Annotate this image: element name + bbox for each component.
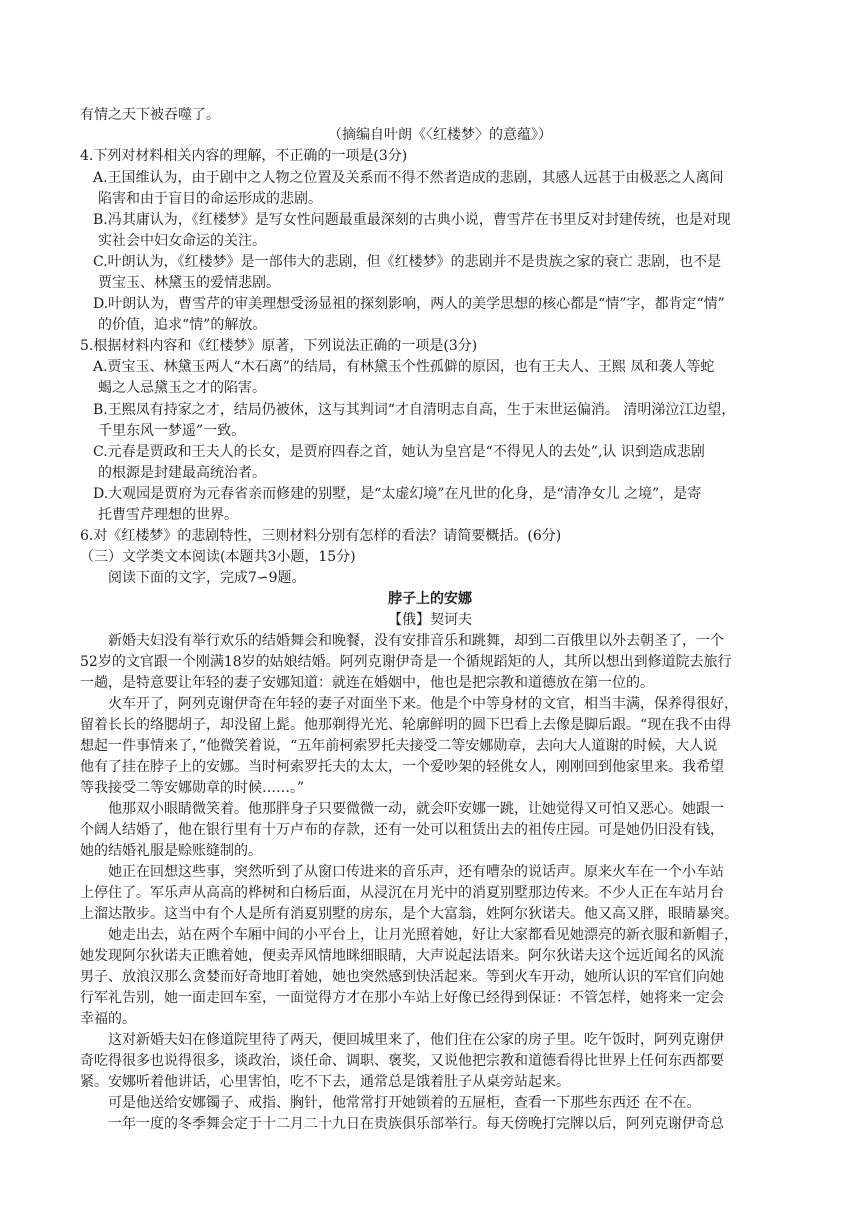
question-4-option-c: C.叶朗认为，《红楼梦》是一部伟大的悲剧，但《红楼梦》的悲剧并不是贵族之家的衰亡 悲剧，也不是 xyxy=(93,254,722,270)
story-title: 脖子上的安娜 xyxy=(388,591,472,607)
paragraph-4-line: 她正在回想这些事，突然听到了从窗口传进来的音乐声，还有嘈杂的说话声。原来火车在一个小车站 xyxy=(108,864,724,880)
question-6: 6.对《红楼梦》的悲剧特性，三则材料分别有怎样的看法？请简要概括。(6分) xyxy=(80,528,562,544)
paragraph-1-line: 52岁的文官跟一个刚满18岁的姑娘结婚。阿列克谢伊奇是一个循规蹈矩的人，其所以想出到修道院去旅行 xyxy=(80,654,732,670)
paragraph-1-line: 新婚夫妇没有举行欢乐的结婚舞会和晚餐，没有安排音乐和跳舞，却到二百俄里以外去朝圣了，一个 xyxy=(108,633,724,649)
question-5-option-b-cont: 千里东风一梦遥”一致。 xyxy=(98,423,246,439)
section-heading: （三）文学类文本阅读(本题共3小题，15分) xyxy=(80,549,356,565)
question-5-option-c: C.元春是贾政和王夫人的长女，是贾府四春之首，她认为皇宫是“不得见人的去处”,认 识到造成悲剧 xyxy=(93,444,705,460)
question-5-option-a: A.贾宝玉、林黛玉两人“木石离”的结局，有林黛玉个性孤僻的原因，也有王夫人、王熙 凤和袭人等蛇 xyxy=(93,359,715,375)
paragraph-5-line: 男子、放浪汉那么贪婪而好奇地盯着她，她也突然感到快活起来。等到火车开动，她所认识的军官们向她 xyxy=(80,969,724,985)
question-4-option-a: A.王国维认为，由于剧中之人物之位置及关系而不得不然者造成的悲剧，其感人远甚于由极恶之人离间 xyxy=(93,170,724,186)
question-4-option-c-cont: 贾宝玉、林黛玉的爱情悲剧。 xyxy=(98,275,280,291)
source-citation: （摘编自叶朗《〈红楼梦〉的意蕴》） xyxy=(328,127,552,143)
question-4-option-d-cont: 的价值，追求“情”的解放。 xyxy=(98,317,267,333)
paragraph-8-line: 一年一度的冬季舞会定于十二月二十九日在贵族俱乐部举行。每天傍晚打完牌以后，阿列克谢伊奇总 xyxy=(108,1116,724,1132)
story-author: 【俄】契诃夫 xyxy=(388,612,472,628)
paragraph-3-line: 个阔人结婚了，他在银行里有十万卢布的存款，还有一处可以租赁出去的祖传庄园。可是她仍旧没有钱， xyxy=(80,822,724,838)
paragraph-1-line: 一趟，是特意要让年轻的妻子安娜知道：就连在婚姻中，他也是把宗教和道德放在第一位的。 xyxy=(80,675,654,691)
paragraph-2-line: 火车开了，阿列克谢伊奇在年轻的妻子对面坐下来。他是个中等身材的文官，相当丰满，保养得很好， xyxy=(108,696,738,712)
paragraph-3-line: 她的结婚礼服是赊账缝制的。 xyxy=(80,843,262,859)
paragraph-4-line: 上停住了。军乐声从高高的桦树和白杨后面，从浸沉在月光中的消夏别墅那边传来。不少人正在车站月台 xyxy=(80,885,724,901)
paragraph-2-line: 他有了挂在脖子上的安娜。当时柯索罗托夫的太太，一个爱吵架的轻佻女人，刚刚回到他家里来。我希望 xyxy=(80,759,724,775)
paragraph-2-line: 等我接受二等安娜勋章的时候……。” xyxy=(80,780,305,796)
paragraph-6-line: 这对新婚夫妇在修道院里待了两天，便回城里来了，他们住在公家的房子里。吃午饭时，阿列克谢伊 xyxy=(108,1032,724,1048)
question-5-option-a-cont: 蝎之人忌黛玉之才的陷害。 xyxy=(98,380,266,396)
paragraph-5-line: 她发现阿尔狄诺夫正瞧着她，便卖弄风情地眯细眼睛，大声说起法语来。阿尔狄诺夫这个远近闻名的风流 xyxy=(80,948,724,964)
question-5-option-c-cont: 的根源是封建最高统治者。 xyxy=(98,465,266,481)
question-5-option-d: D.大观园是贾府为元春省亲而修建的别墅，是“太虚幻境”在凡世的化身，是“清净女儿 之境”，是寄 xyxy=(93,486,702,502)
question-4-option-d: D.叶朗认为，曹雪芹的审美理想受汤显祖的探刻影响，两人的美学思想的核心都是“情”字，都肯定“情” xyxy=(93,296,725,312)
paragraph-6-line: 奇吃得很多也说得很多，谈政治，谈任命、调职、褒奖，又说他把宗教和道德看得比世界上任何东西都要 xyxy=(80,1053,724,1069)
paragraph-3-line: 他那双小眼睛微笑着。他那胖身子只要微微一动，就会吓安娜一跳，让她觉得又可怕又恶心。她跟一 xyxy=(108,801,724,817)
paragraph-5-line: 她走出去，站在两个车厢中间的小平台上，让月光照着她，好让大家都看见她漂亮的新衣服和新帽子， xyxy=(108,927,738,943)
paragraph-2-line: 留着长长的络腮胡子，却没留上髭。他那剃得光光、轮廓鲜明的圆下巴看上去像是脚后跟。“现在我不由得 xyxy=(80,717,732,733)
question-5-option-d-cont: 托曹雪芹理想的世界。 xyxy=(98,507,238,523)
paragraph-4-line: 上溜达散步。这当中有个人是所有消夏别墅的房东，是个大富翁，姓阿尔狄诺夫。他又高又胖，眼睛暴突。 xyxy=(80,906,738,922)
reading-instruction: 阅读下面的文字，完成7∽9题。 xyxy=(108,570,306,586)
paragraph-6-line: 紧。安娜听着他讲话，心里害怕，吃不下去，通常总是饿着肚子从桌旁站起来。 xyxy=(80,1074,570,1090)
question-4-option-a-cont: 陷害和由于盲目的命运形成的悲剧。 xyxy=(98,191,322,207)
paragraph-5-line: 行军礼告别，她一面走回车室，一面觉得方才在那小车站上好像已经得到保证：不管怎样，她将来一定会 xyxy=(80,990,724,1006)
paragraph-2-line: 想起一件事情来了，”他微笑着说，“五年前柯索罗托夫接受二等安娜勋章，去向大人道谢的时候，大人说 xyxy=(80,738,718,754)
paragraph-5-line: 幸福的。 xyxy=(80,1011,136,1027)
question-4-option-b-cont: 实社会中妇女命运的关注。 xyxy=(98,233,266,249)
question-5-stem: 5.根据材料内容和《红楼梦》原著，下列说法正确的一项是(3分) xyxy=(80,338,478,354)
paragraph-7-line: 可是他送给安娜镯子、戒指、胸针，他常常打开她锁着的五屉柜，查看一下那些东西还 在不在。 xyxy=(108,1095,701,1111)
opening-line: 有情之天下被吞噬了。 xyxy=(80,107,220,123)
question-4-option-b: B.冯其庸认为，《红楼梦》是写女性问题最重最深刻的古典小说，曹雪芹在书里反对封建传统，也是对现 xyxy=(93,212,731,228)
question-4-stem: 4.下列对材料相关内容的理解，不正确的一项是(3分) xyxy=(80,148,408,164)
question-5-option-b: B.王熙凤有持家之才，结局仍被休，这与其判词“才自清明志自高，生于末世运偏消。 清明涕泣江边望， xyxy=(93,402,736,418)
